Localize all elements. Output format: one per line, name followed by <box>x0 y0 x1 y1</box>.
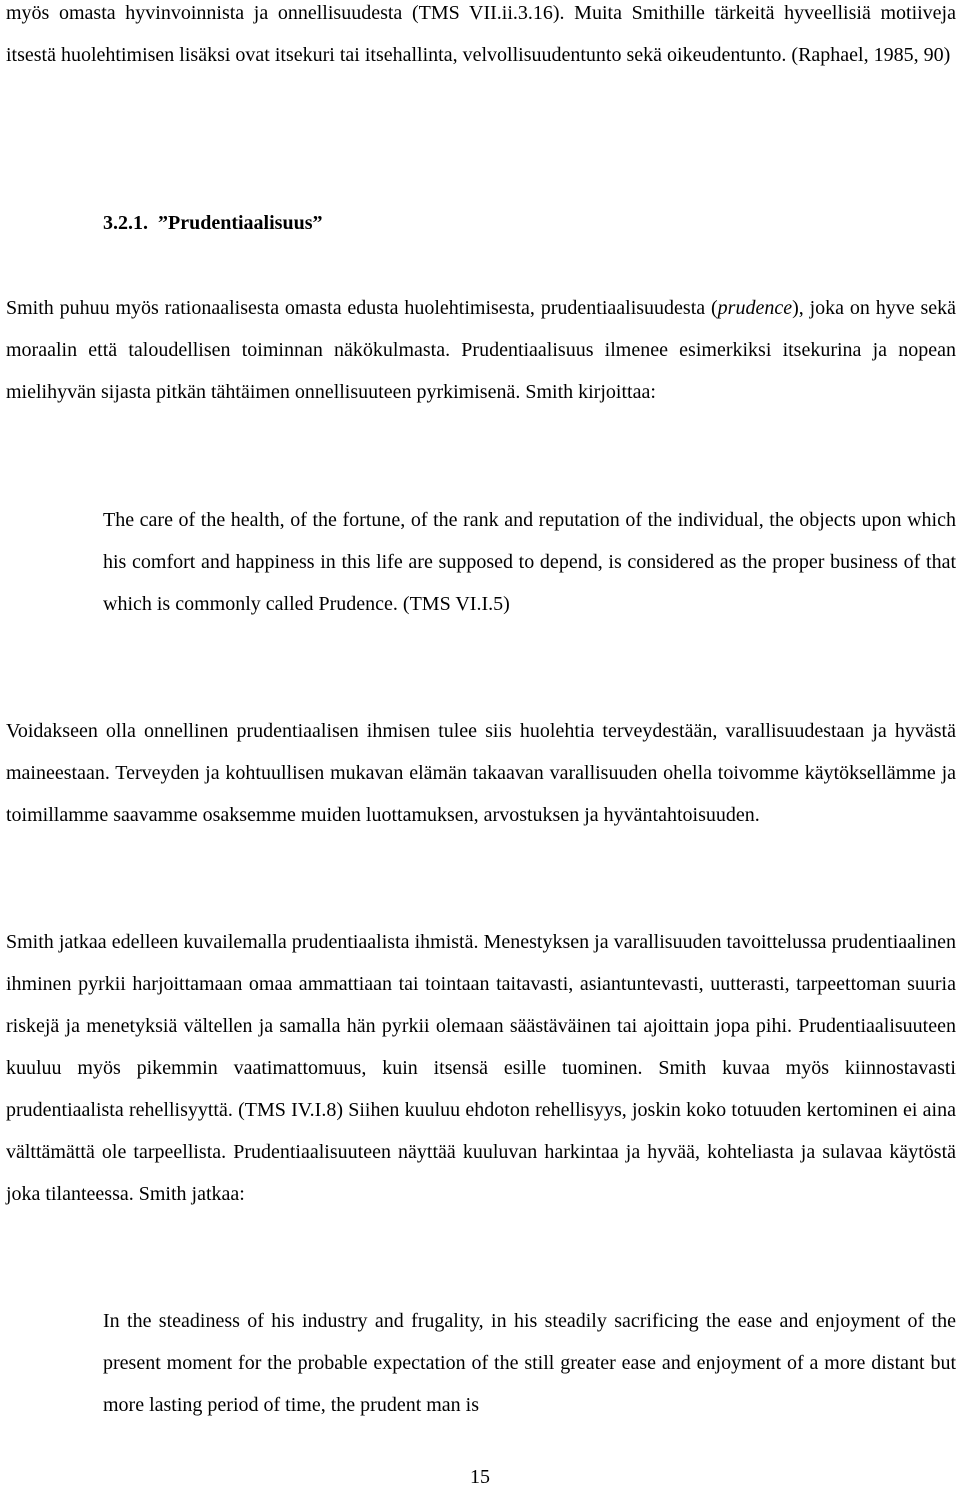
block-quote-1: The care of the health, of the fortune, of the rank and reputation of the individual, the objects upon which his comfort and happiness in this life are supposed to depend, is considered as the proper business of that which is commonly called Prudence. (TMS VI.I.5) <box>103 509 956 615</box>
section-number: 3.2.1. <box>103 212 148 234</box>
paragraph-intro-part2: ), joka on hyve sekä moraalin että taloudellisen toiminnan näkökulmasta. Prudentiaalisuus ilmenee esimerkiksi itsekurina ja nopean mielihyvän sijasta pitkän tähtäimen onnellisuuteen pyrkimisenä. Smith kirjoittaa: <box>6 297 956 403</box>
section-title: ”Prudentiaalisuus” <box>158 212 323 234</box>
page-number: 15 <box>470 1466 490 1488</box>
paragraph-intro <box>6 287 956 413</box>
section-heading <box>103 208 322 238</box>
paragraph-intro-italic: prudence <box>717 297 793 319</box>
block-quote-2: In the steadiness of his industry and frugality, in his steadily sacrificing the ease and enjoyment of the present moment for the probable expectation of the still greater ease and enjoyment of a more distant but more lasting period of time, the prudent man is <box>103 1310 956 1416</box>
paragraph-intro-part1: Smith puhuu myös rationaalisesta omasta edusta huolehtimisesta, prudentiaalisuudesta ( <box>6 297 718 319</box>
paragraph-3: Smith jatkaa edelleen kuvailemalla prudentiaalista ihmistä. Menestyksen ja varallisuuden tavoittelussa prudentiaalinen ihminen pyrkii harjoittamaan omaa ammattiaan tai tointaan taitavasti, asiantuntevasti, uutterasti, tarpeettoman suuria riskejä ja menetyksiä vältellen ja samalla hän pyrkii olemaan säästäväinen tai ajoittain jopa pihi. Prudentiaalisuuteen kuuluu myös pikemmin vaatimattomuus, kuin itsensä esille tuominen. Smith kuvaa myös kiinnostavasti prudentiaalista rehellisyyttä. (TMS IV.I.8) Siihen kuuluu ehdoton rehellisyys, joskin koko totuuden kertominen ei aina välttämättä ole tarpeellista. Prudentiaalisuuteen näyttää kuuluvan harkintaa ja hyvää, kohteliasta ja sulavaa käytöstä joka tilanteessa. Smith jatkaa: <box>6 931 956 1205</box>
paragraph-2: Voidakseen olla onnellinen prudentiaalisen ihmisen tulee siis huolehtia terveydestään, varallisuudestaan ja hyvästä maineestaan. Terveyden ja kohtuullisen mukavan elämän takaavan varallisuuden ohella toivomme käytöksellämme ja toimillamme saavamme osaksemme muiden luottamuksen, arvostuksen ja hyväntahtoisuuden. <box>6 720 956 826</box>
paragraph-top: myös omasta hyvinvoinnista ja onnellisuudesta (TMS VII.ii.3.16). Muita Smithille tärkeitä hyveellisiä motiiveja itsestä huolehtimisen lisäksi ovat itsekuri tai itsehallinta, velvollisuudentunto sekä oikeudentunto. (Raphael, 1985, 90) <box>6 2 956 66</box>
